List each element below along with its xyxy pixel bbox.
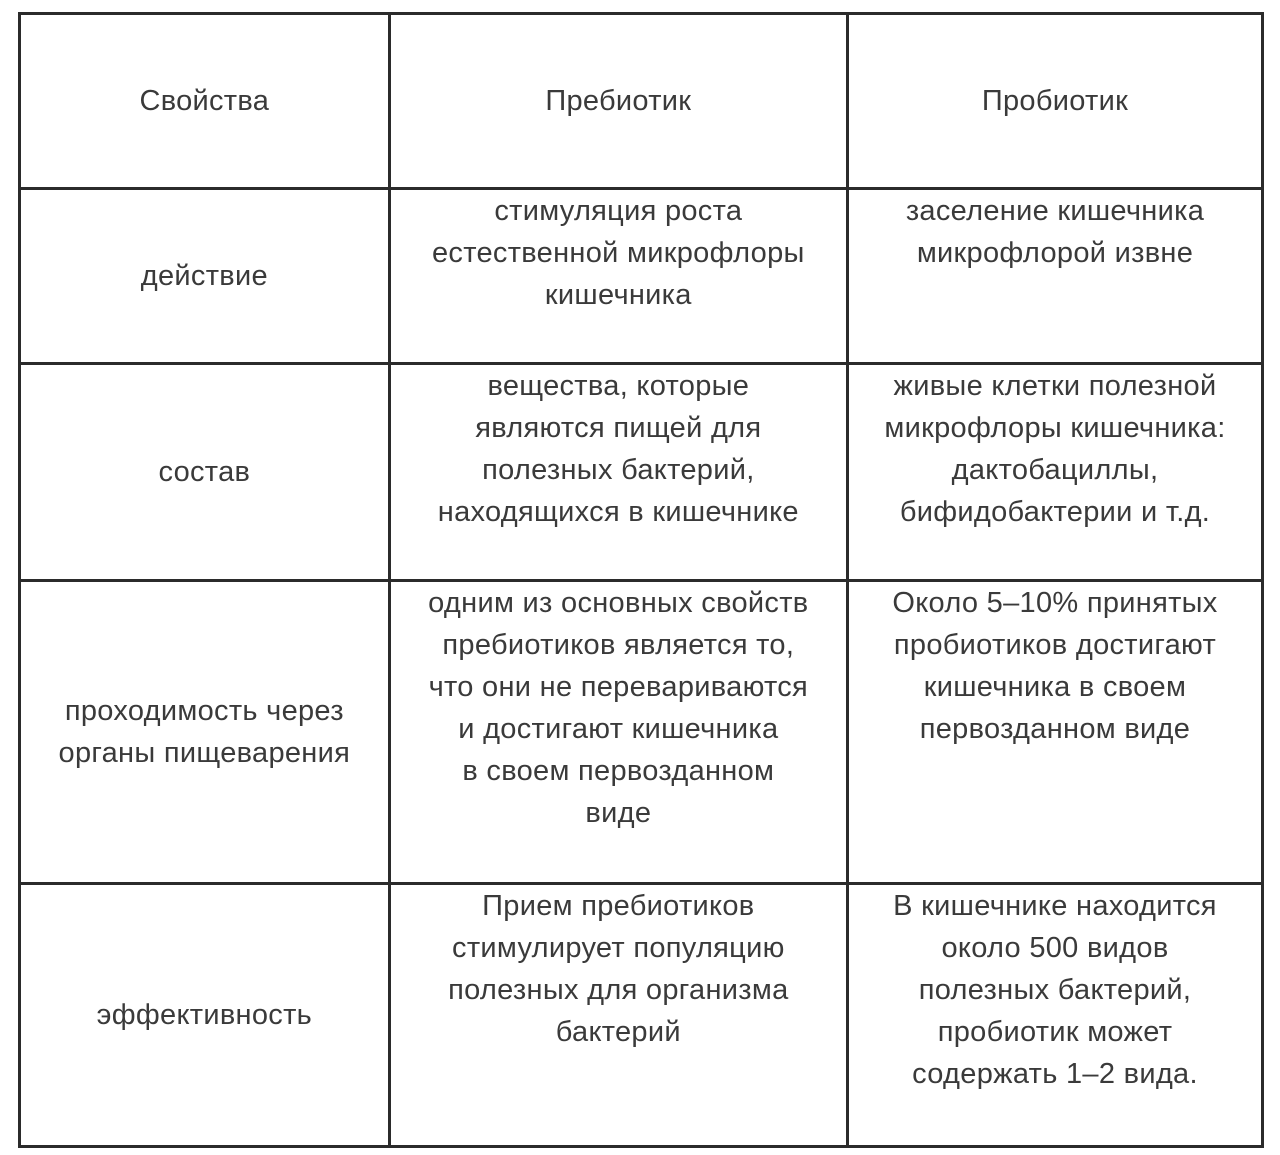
table-row bbox=[20, 189, 1263, 364]
table-row bbox=[20, 581, 1263, 884]
probiotic-value: В кишечнике находится около 500 видов полезных бактерий, пробиотик может содержать 1–2 вида. bbox=[893, 890, 1217, 1090]
header-probiotic-label: Пробиотик bbox=[981, 85, 1129, 117]
probiotic-cell bbox=[847, 364, 1262, 581]
property-cell bbox=[20, 581, 390, 884]
header-prebiotic bbox=[389, 14, 847, 189]
prebiotic-value: вещества, которые являются пищей для полезных бактерий, находящихся в кишечнике bbox=[437, 370, 799, 528]
probiotic-value: Около 5–10% принятых пробиотиков достигают кишечника в своем первозданном виде bbox=[892, 587, 1218, 745]
property-label: проходимость через органы пищеварения bbox=[58, 695, 351, 769]
header-properties bbox=[20, 14, 390, 189]
property-cell bbox=[20, 884, 390, 1147]
table-row bbox=[20, 884, 1263, 1147]
prebiotic-value: одним из основных свойств пребиотиков является то, что они не перевариваются и достигают кишечника в своем первозданном виде bbox=[428, 587, 809, 829]
probiotic-cell bbox=[847, 884, 1262, 1147]
probiotic-value: живые клетки полезной микрофлоры кишечника: дактобациллы, бифидобактерии и т.д. bbox=[884, 370, 1226, 528]
probiotic-value: заселение кишечника микрофлорой извне bbox=[905, 195, 1205, 269]
prebiotic-cell bbox=[389, 364, 847, 581]
prebiotic-cell bbox=[389, 189, 847, 364]
property-cell bbox=[20, 364, 390, 581]
comparison-table bbox=[18, 12, 1264, 1148]
property-label: состав bbox=[158, 456, 251, 488]
prebiotic-cell bbox=[389, 884, 847, 1147]
prebiotic-cell bbox=[389, 581, 847, 884]
property-label: эффективность bbox=[96, 999, 313, 1031]
property-label: действие bbox=[140, 260, 268, 292]
table-header-row bbox=[20, 14, 1263, 189]
header-properties-label: Свойства bbox=[139, 85, 270, 117]
probiotic-cell bbox=[847, 189, 1262, 364]
probiotic-cell bbox=[847, 581, 1262, 884]
property-cell bbox=[20, 189, 390, 364]
header-prebiotic-label: Пребиотик bbox=[545, 85, 692, 117]
prebiotic-value: стимуляция роста естественной микрофлоры кишечника bbox=[431, 195, 805, 311]
table-row bbox=[20, 364, 1263, 581]
header-probiotic bbox=[847, 14, 1262, 189]
prebiotic-value: Прием пребиотиков стимулирует популяцию полезных для организма бактерий bbox=[448, 890, 789, 1048]
